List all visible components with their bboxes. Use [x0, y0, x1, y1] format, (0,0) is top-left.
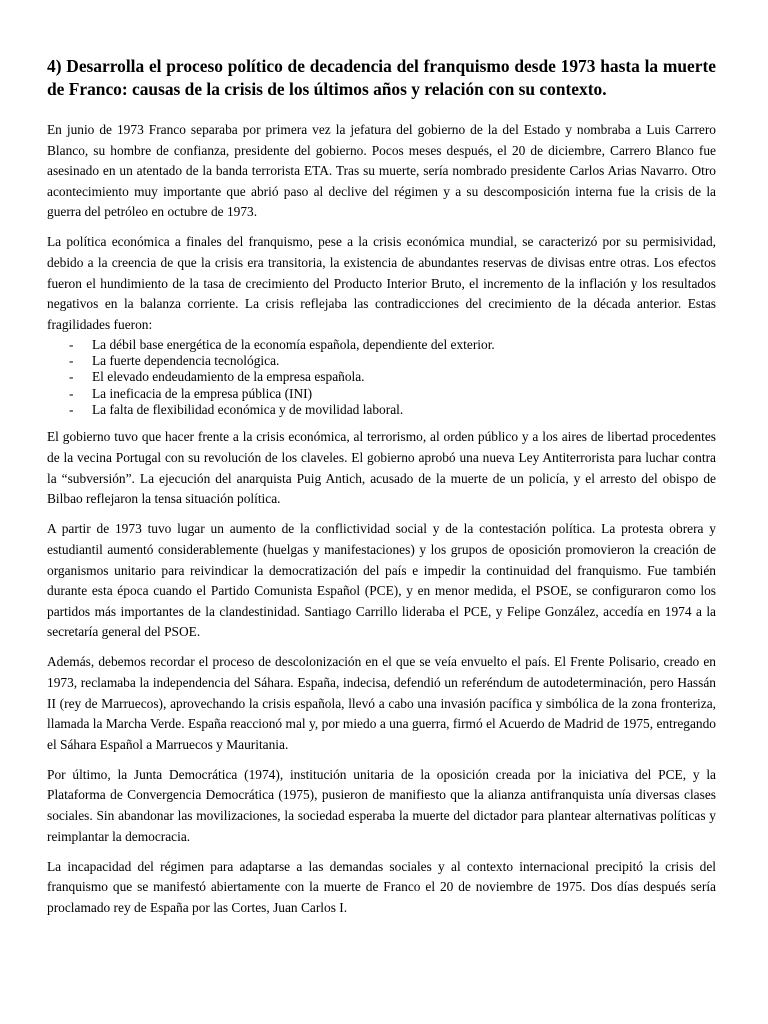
- list-item: [47, 353, 716, 369]
- paragraph-economic-policy: La política económica a finales del franquismo, pese a la crisis económica mundial, se caracterizó por su permisividad, debido a la creencia de que la crisis era transitoria, la existencia de abundantes reservas de divisas entre otras. Los efectos fueron el hundimiento de la tasa de crecimiento del Producto Interior Bruto, el incremento de la inflación y los resultados negativos en la balanza corriente. La crisis reflejaba las contradicciones del crecimiento de la década anterior. Estas fragilidades fueron:: [47, 234, 716, 332]
- list-item: [47, 386, 716, 402]
- list-item-text: La fuerte dependencia tecnológica.: [92, 353, 280, 369]
- list-item-text: El elevado endeudamiento de la empresa española.: [92, 369, 365, 385]
- list-item-text: La ineficacia de la empresa pública (INI): [92, 385, 313, 401]
- question-title: 4) Desarrolla el proceso político de decadencia del franquismo desde 1973 hasta la muerte de Franco: causas de la crisis de los últimos años y relación con su contexto.: [47, 56, 716, 99]
- list-item: [47, 402, 716, 418]
- list-item: [47, 337, 716, 353]
- list-dash: -: [69, 353, 74, 369]
- list-dash: -: [69, 369, 74, 385]
- paragraph-conclusion: La incapacidad del régimen para adaptarse a las demandas sociales y al contexto internacional precipitó la crisis del franquismo que se manifestó abiertamente con la muerte de Franco el 20 de noviembre de 1975. Dos días después sería proclamado rey de España por las Cortes, Juan Carlos I.: [47, 858, 716, 915]
- list-item-text: La falta de flexibilidad económica y de movilidad laboral.: [92, 401, 404, 417]
- list-item: [47, 369, 716, 385]
- fragilities-list: [47, 337, 716, 418]
- list-dash: -: [69, 401, 74, 417]
- paragraph-decolonization: Además, debemos recordar el proceso de descolonización en el que se veía envuelto el país. El Frente Polisario, creado en 1973, reclamaba la independencia del Sáhara. España, indecisa, defendió un referéndum de autodeterminación, pero Hassán II (rey de Marruecos), aprovechando la crisis española, llevó a cabo una invasión pacífica y simbólica de la zona fronteriza, llamada la Marcha Verde. España reaccionó mal y, por miedo a una guerra, firmó el Acuerdo de Madrid de 1975, entregando el Sáhara Español a Marruecos y Mauritania.: [47, 654, 716, 752]
- list-dash: -: [69, 336, 74, 352]
- list-dash: -: [69, 385, 74, 401]
- paragraph-government-challenges: El gobierno tuvo que hacer frente a la crisis económica, al terrorismo, al orden público y a los aires de libertad procedentes de la vecina Portugal con su revolución de los claveles. El gobierno aprobó una nueva Ley Antiterrorista para luchar contra la “subversión”. La ejecución del anarquista Puig Antich, acusado de la muerte de un policía, y el arresto del obispo de Bilbao reflejaron la tensa situación política.: [47, 429, 716, 507]
- list-item-text: La débil base energética de la economía española, dependiente del exterior.: [92, 336, 495, 352]
- paragraph-carrero-blanco: En junio de 1973 Franco separaba por primera vez la jefatura del gobierno de la del Estado y nombraba a Luis Carrero Blanco, su hombre de confianza, presidente del gobierno. Pocos meses después, el 20 de diciembre, Carrero Blanco fue asesinado en un atentado de la banda terrorista ETA. Tras su muerte, sería nombrado presidente Carlos Arias Navarro. Otro acontecimiento muy importante que abrió paso al declive del régimen y a su descomposición interna fue la crisis de la guerra del petróleo en octubre de 1973.: [47, 122, 716, 220]
- paragraph-opposition: Por último, la Junta Democrática (1974), institución unitaria de la oposición creada por la iniciativa del PCE, y la Plataforma de Convergencia Democrática (1975), pusieron de manifiesto que la alianza antifranquista unía diversas clases sociales. Sin abandonar las movilizaciones, la sociedad esperaba la muerte del dictador para plantear alternativas políticas y reimplantar la democracia.: [47, 766, 716, 844]
- paragraph-social-conflict: A partir de 1973 tuvo lugar un aumento de la conflictividad social y de la contestación política. La protesta obrera y estudiantil aumentó considerablemente (huelgas y manifestaciones) y los grupos de oposición promovieron la creación de organismos unitario para reivindicar la democratización del país e impedir la continuidad del franquismo. Fue también durante esta época cuando el Partido Comunista Español (PCE), y en menor medida, el PSOE, se configuraron como los partidos más importantes de la clandestinidad. Santiago Carrillo lideraba el PCE, y Felipe González, accedía en 1974 a la secretaría general del PSOE.: [47, 521, 716, 640]
